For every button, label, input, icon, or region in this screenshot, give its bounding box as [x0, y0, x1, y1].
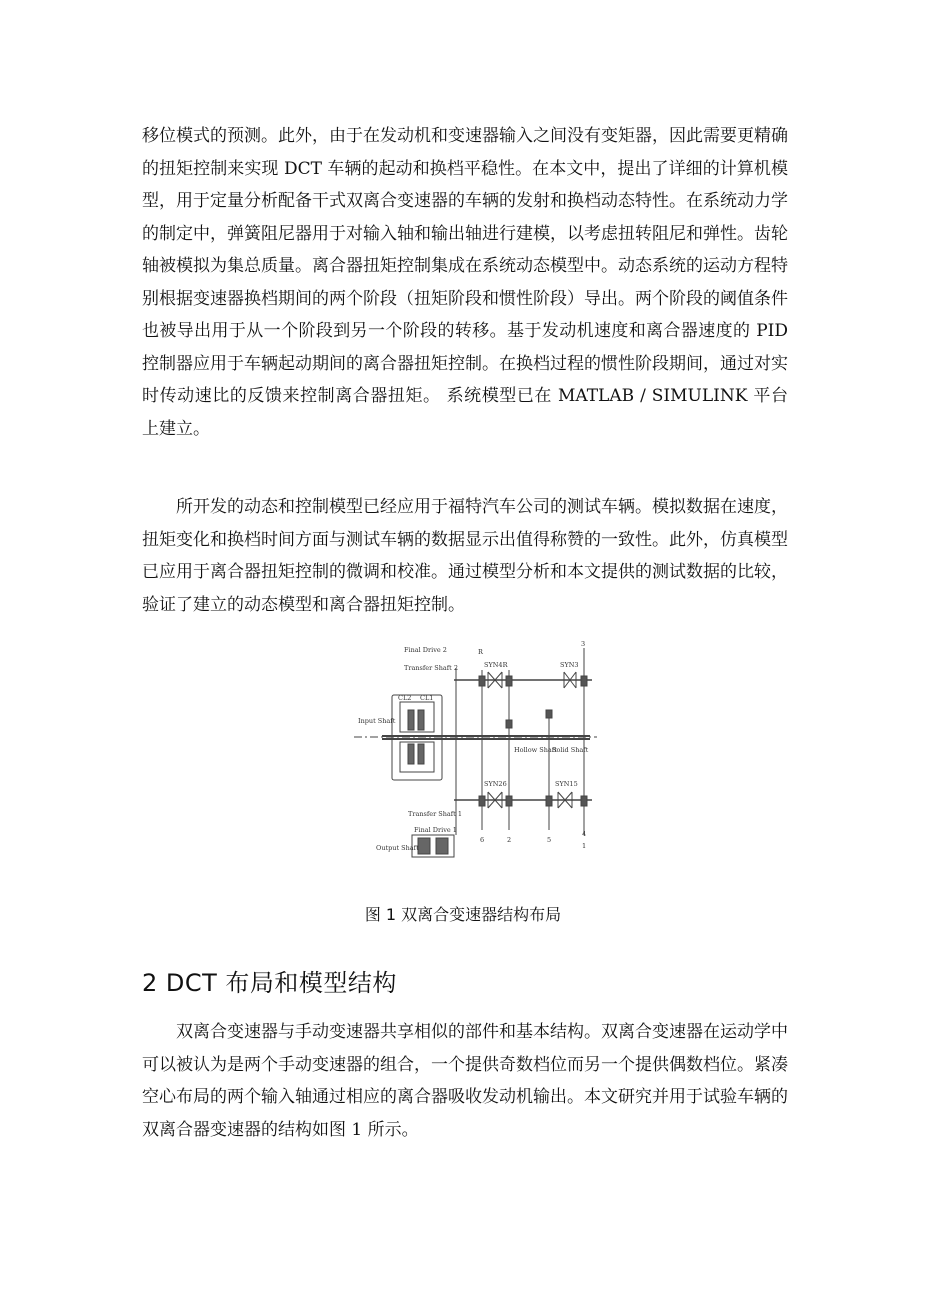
label-transfer-shaft-1: Transfer Shaft 1	[408, 810, 462, 818]
label-syn26: SYN26	[484, 780, 507, 788]
label-final-drive-2: Final Drive 2	[404, 646, 447, 654]
label-hollow-shaft: Hollow Shaft	[514, 746, 557, 754]
label-output-shaft: Output Shaft	[376, 844, 419, 852]
label-final-drive-1: Final Drive 1	[414, 826, 457, 834]
figure-caption: 图 1 双离合变速器结构布局	[364, 905, 562, 924]
label-transfer-shaft-2: Transfer Shaft 2	[404, 664, 458, 672]
label-r: R	[478, 648, 483, 656]
section-heading: 2 DCT 布局和模型结构	[142, 969, 397, 997]
paragraph-continued: 移位模式的预测。此外，由于在发动机和变速器输入之间没有变矩器，因此需要更精确的扭矩控制来实现 DCT 车辆的起动和换档平稳性。在本文中，提出了详细的计算机模型，用于定量分析配备干式双离合变速器的车辆的发射和换档动态特性。在系统动力学的制定中，弹簧阻尼器用于对输入轴和输出轴进行建模，以考虑扭转阻尼和弹性。齿轮轴被模拟为集总质量。离合器扭矩控制集成在系统动态模型中。动态系统的运动方程特别根据变速器换档期间的两个阶段（扭矩阶段和惯性阶段）导出。两个阶段的阈值条件也被导出用于从一个阶段到另一个阶段的转移。基于发动机速度和离合器速度的 PID 控制器应用于车辆起动期间的离合器扭矩控制。在换档过程的惯性阶段期间，通过对实时传动速比的反馈来控制离合器扭矩。 系统模型已在 MATLAB / SIMULINK 平台上建立。	[142, 126, 788, 439]
label-syn3: SYN3	[560, 661, 579, 669]
label-gear-3: 3	[581, 640, 586, 648]
label-gear-4: 4	[582, 830, 587, 838]
label-solid-shaft: Solid Shaft	[552, 746, 589, 754]
dct-structure-figure	[352, 640, 602, 858]
paragraph-model-application: 所开发的动态和控制模型已经应用于福特汽车公司的测试车辆。模拟数据在速度，扭矩变化和换档时间方面与测试车辆的数据显示出值得称赞的一致性。此外，仿真模型已应用于离合器扭矩控制的微调和校准。通过模型分析和本文提供的测试数据的比较，验证了建立的动态模型和离合器扭矩控制。	[142, 497, 788, 615]
label-gear-1: 1	[582, 842, 587, 850]
paragraph-dct-layout: 双离合变速器与手动变速器共享相似的部件和基本结构。双离合变速器在运动学中可以被认为是两个手动变速器的组合，一个提供奇数档位而另一个提供偶数档位。紧凑空心布局的两个输入轴通过相应的离合器吸收发动机输出。本文研究并用于试验车辆的双离合器变速器的结构如图 1 所示。	[142, 1022, 788, 1140]
dct-diagram	[352, 640, 602, 858]
label-cl2: CL2	[398, 694, 412, 702]
label-gear-6: 6	[480, 836, 485, 844]
label-syn15: SYN15	[555, 780, 578, 788]
label-cl1: CL1	[420, 694, 434, 702]
label-gear-5: 5	[547, 836, 552, 844]
label-input-shaft: Input Shaft	[358, 717, 396, 725]
label-gear-2: 2	[507, 836, 512, 844]
label-syn4r: SYN4R	[484, 661, 508, 669]
